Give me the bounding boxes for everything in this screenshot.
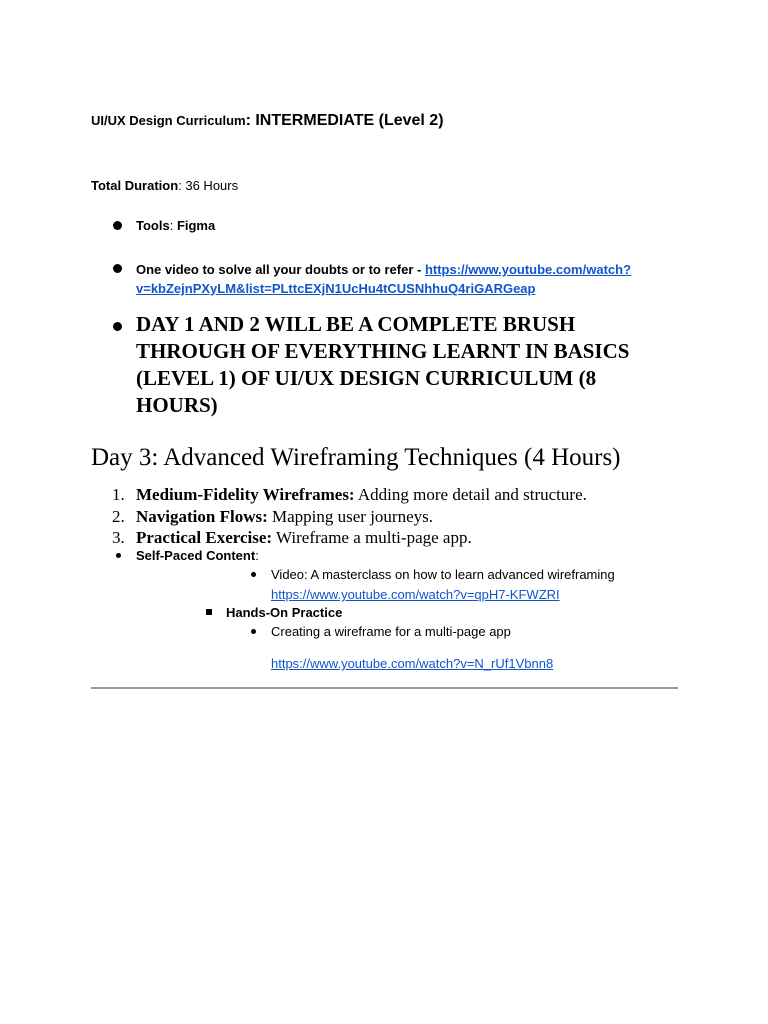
tools-value: Figma	[176, 218, 216, 233]
numbered-list-item	[112, 507, 433, 527]
recap-note	[136, 311, 629, 419]
square-bullet-icon	[206, 609, 212, 615]
item-number: 3.	[112, 528, 125, 547]
bullet-icon	[113, 264, 122, 273]
bullet-icon	[113, 322, 122, 331]
item-text: Adding more detail and structure.	[354, 485, 587, 504]
hands-on-link[interactable]: https://www.youtube.com/watch?v=N_rUf1Vbnn8	[271, 656, 554, 671]
day3-heading: Day 3: Advanced Wireframing Techniques (4 Hours)	[91, 444, 621, 471]
bullet-icon	[113, 221, 122, 230]
hands-on-label: Hands-On Practice	[226, 605, 343, 620]
video-reference-link-part2[interactable]: v=kbZejnPXyLM&list=PLttcEXjN1UcHu4tCUSNhhuQ4riGARGeap	[136, 281, 536, 296]
item-label: Practical Exercise:	[136, 528, 273, 547]
recap-line: DAY 1 AND 2 WILL BE A COMPLETE BRUSH	[136, 312, 576, 336]
total-duration	[91, 178, 238, 193]
duration-value: : 36 Hours	[178, 178, 239, 193]
self-paced-content	[136, 548, 259, 563]
video-reference-link-part1[interactable]: https://www.youtube.com/watch?	[424, 262, 632, 277]
bullet-icon	[116, 553, 121, 558]
video-reference-text: One video to solve all your doubts or to refer -	[136, 262, 425, 277]
numbered-list-item	[112, 528, 472, 548]
item-label: Navigation Flows:	[136, 507, 268, 526]
title-colon: :	[245, 112, 256, 129]
horizontal-divider	[91, 687, 678, 689]
item-number: 2.	[112, 507, 125, 526]
level-label: INTERMEDIATE (Level 2)	[255, 112, 444, 129]
bullet-icon	[251, 572, 256, 577]
item-label: Medium-Fidelity Wireframes:	[136, 485, 355, 504]
hands-on-item-text: Creating a wireframe for a multi-page app	[271, 624, 511, 639]
self-paced-label: Self-Paced Content	[136, 548, 256, 563]
self-paced-video-text: Video: A masterclass on how to learn advanced wireframing	[271, 567, 615, 582]
self-paced-colon: :	[255, 548, 259, 563]
recap-line: HOURS)	[136, 393, 218, 417]
tools-item	[136, 218, 215, 233]
tools-colon: :	[169, 218, 177, 233]
item-text: Mapping user journeys.	[267, 507, 434, 526]
recap-line: (LEVEL 1) OF UI/UX DESIGN CURRICULUM (8	[136, 366, 597, 390]
numbered-list-item	[112, 485, 587, 505]
item-text: Wireframe a multi-page app.	[272, 528, 472, 547]
tools-label: Tools	[136, 218, 170, 233]
curriculum-title	[91, 112, 444, 130]
video-reference-item	[136, 260, 631, 298]
duration-label: Total Duration	[91, 178, 179, 193]
curriculum-label: UI/UX Design Curriculum	[91, 113, 246, 128]
bullet-icon	[251, 629, 256, 634]
self-paced-video-link[interactable]: https://www.youtube.com/watch?v=qpH7-KFWZRI	[271, 587, 560, 602]
recap-line: THROUGH OF EVERYTHING LEARNT IN BASICS	[136, 339, 630, 363]
item-number: 1.	[112, 485, 125, 504]
